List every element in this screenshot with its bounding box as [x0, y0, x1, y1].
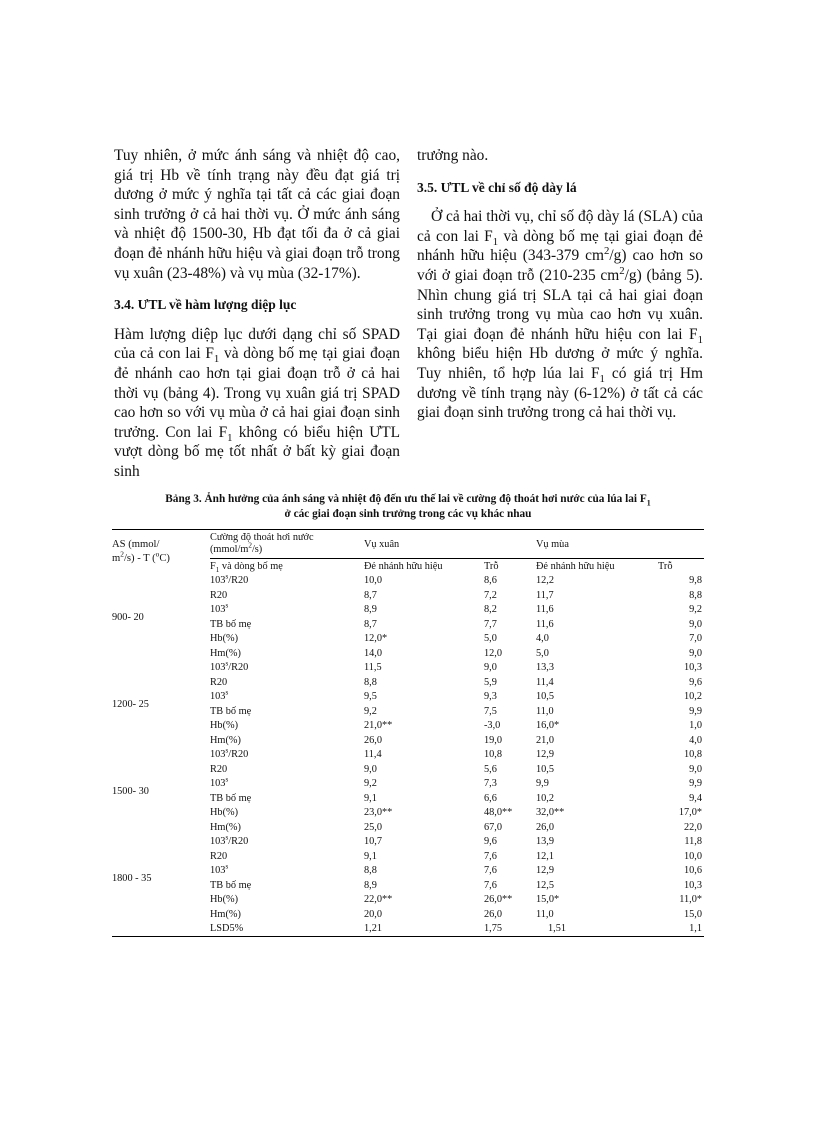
table-cell: 7,0 — [689, 633, 702, 645]
table-cell: 48,0** — [484, 807, 513, 819]
table-cell: 32,0** — [536, 807, 565, 819]
table-cell: 12,5 — [536, 879, 555, 891]
row-label: Hm(%) — [210, 734, 241, 746]
table-cell: 26,0 — [484, 908, 503, 920]
lsd-row: LSD5% 1,21 1,75 1,51 1,1 — [112, 922, 704, 937]
table-cell: 8,8 — [689, 589, 702, 601]
table-cell: 11,0* — [679, 894, 702, 906]
column-header-vu-mua: Vụ mùa — [536, 530, 704, 559]
row-label: 103$^s$ — [210, 601, 229, 616]
paragraph: Tuy nhiên, ở mức ánh sáng và nhiệt độ cao, giá trị Hb về tính trạng này đều đạt giá trị dương ở mức ý nghĩa tại tất cả các giai đoạn sinh trưởng ở cả hai thời vụ. Ở mức ánh sáng và nhiệt độ 1500-30, Hb đạt tối đa ở cả giai đoạn đẻ nhánh hữu hiệu và giai đoạn trỗ trong vụ xuân (23-48%) và vụ mùa (32-17%). — [114, 147, 400, 282]
row-label: TB bố mẹ — [210, 879, 252, 891]
table-cell: 16,0* — [536, 720, 560, 732]
table-cell: 10,5 — [536, 763, 555, 775]
table-cell: 7,6 — [484, 879, 497, 891]
table-cell: 7,6 — [484, 850, 497, 862]
table-cell: 9,3 — [484, 691, 497, 703]
table-cell: 9,9 — [689, 705, 702, 717]
left-text-column — [114, 146, 400, 482]
table-cell: 25,0 — [364, 821, 383, 833]
table-cell: 9,0 — [364, 763, 377, 775]
table-row — [112, 748, 704, 763]
table-cell: 11,0 — [536, 908, 554, 920]
table-cell: 7,2 — [484, 589, 497, 601]
paragraph: Ở cả hai thời vụ, chỉ số độ dày lá (SLA) của cả con lai $F_1$ và dòng bố mẹ tại giai đoạn đẻ nhánh hữu hiệu (343-379 $cm^2/g$) cao hơn so với ở giai đoạn trỗ (210-235 $cm^2/g$) (bảng 5). Nhìn chung giá trị SLA tại cả hai giai đoạn sinh trưởng trong vụ mùa cao hơn vụ xuân. Tại giai đoạn đẻ nhánh hữu hiệu con lai $F_1$ không biểu hiện Hb dương ở mức ý nghĩa. Tuy nhiên, tổ hợp lúa lai $F_1$ có giá trị Hm dương về tính trạng này (6-12%) ở tất cả các giai đoạn sinh trưởng trong cả hai thời vụ. — [417, 208, 704, 422]
row-label: 103$^s$ — [210, 688, 229, 703]
table-cell: 22,0** — [364, 894, 393, 906]
row-label: 103$^s$ — [210, 775, 229, 790]
table-cell: 6,6 — [484, 792, 497, 804]
table-cell: 9,0 — [484, 662, 497, 674]
table-cell: 9,0 — [689, 647, 702, 659]
table-cell: 9,1 — [364, 850, 377, 862]
table-cell: 11,6 — [536, 604, 554, 616]
table-cell: 11,8 — [684, 836, 702, 848]
table-cell: 13,9 — [536, 836, 555, 848]
table-cell: 15,0 — [683, 908, 702, 920]
table-row — [112, 574, 704, 589]
table-cell: 15,0* — [536, 894, 560, 906]
row-label: Hm(%) — [210, 647, 241, 659]
table-cell: 7,3 — [484, 778, 497, 790]
table-cell: 7,5 — [484, 705, 497, 717]
as-t-level: 900- 20 — [112, 611, 144, 623]
table-cell: 11,4 — [536, 676, 554, 688]
table-cell: 5,0 — [484, 633, 497, 645]
table-cell: 8,2 — [484, 604, 497, 616]
row-label: R20 — [210, 676, 228, 688]
row-label: Hb(%) — [210, 894, 239, 906]
table-cell: 10,2 — [683, 691, 702, 703]
table-cell: 9,6 — [689, 676, 702, 688]
table-caption: Bảng 3. Ảnh hưởng của ánh sáng và nhiệt độ đến ưu thế lai về cường độ thoát hơi nước của lúa lai $F_1$ ở các giai đoạn sinh trưởng trong các vụ khác nhau — [165, 493, 651, 520]
table-cell: 9,0 — [689, 763, 702, 775]
row-label: Hb(%) — [210, 807, 239, 819]
table-cell: 5,9 — [484, 676, 497, 688]
table-cell: -3,0 — [484, 720, 501, 732]
table-cell: 5,0 — [536, 647, 549, 659]
row-label: TB bố mẹ — [210, 618, 252, 630]
table-cell: 21,0 — [536, 734, 555, 746]
table-cell: 12,9 — [536, 865, 555, 877]
table-cell: 17,0* — [678, 807, 702, 819]
paragraph: trưởng nào. — [417, 147, 489, 164]
table-cell: 4,0 — [689, 734, 702, 746]
table-cell: 11,7 — [536, 589, 554, 601]
section-heading-3-4: 3.4. ƯTL về hàm lượng diệp lục — [114, 297, 297, 313]
table-cell: 8,7 — [364, 618, 377, 630]
table-cell: 10,3 — [683, 879, 702, 891]
table-cell: 10,2 — [536, 792, 555, 804]
row-label: Hm(%) — [210, 908, 241, 920]
row-label: Hb(%) — [210, 633, 239, 645]
as-t-level: 1200- 25 — [112, 698, 149, 710]
section-heading-3-5: 3.5. ƯTL về chỉ số độ dày lá — [417, 179, 577, 195]
row-label: 103$^s$/R20 — [210, 746, 249, 761]
table-cell: 11,4 — [364, 749, 382, 761]
table-cell: 8,8 — [364, 865, 377, 877]
table-cell: 7,6 — [484, 865, 497, 877]
table-cell: 8,9 — [364, 604, 377, 616]
table-cell: 10,3 — [683, 662, 702, 674]
table-cell: 12,0 — [484, 647, 503, 659]
table-cell: 10,7 — [364, 836, 383, 848]
row-label: R20 — [210, 763, 228, 775]
as-t-level: 1500- 30 — [112, 785, 149, 797]
row-label: 103$^s$ — [210, 862, 229, 877]
row-label: R20 — [210, 589, 228, 601]
table-cell: 11,5 — [364, 662, 382, 674]
table-header-row: AS (mmol/ $m^2/s$) - T ($^o$C) Cường độ thoát hơi nước $(mmol/m^2/s)$ Vụ xuân Vụ mùa — [112, 530, 704, 559]
table-cell: 9,6 — [484, 836, 497, 848]
table-cell: 9,9 — [689, 778, 702, 790]
table-cell: 8,7 — [364, 589, 377, 601]
table-cell: 23,0** — [364, 807, 393, 819]
as-t-level: 1800 - 35 — [112, 872, 152, 884]
table-cell: 8,9 — [364, 879, 377, 891]
row-label: 103$^s$/R20 — [210, 833, 249, 848]
table-cell: 21,0** — [364, 720, 393, 732]
table-cell: 10,6 — [683, 865, 702, 877]
table-cell: 8,6 — [484, 575, 497, 587]
row-label: Hb(%) — [210, 720, 239, 732]
table-cell: 8,8 — [364, 676, 377, 688]
table-cell: 5,6 — [484, 763, 497, 775]
table-cell: 7,7 — [484, 618, 497, 630]
row-label: Hm(%) — [210, 821, 241, 833]
table-cell: 14,0 — [364, 647, 383, 659]
table-cell: 22,0 — [683, 821, 702, 833]
table-cell: 4,0 — [536, 633, 549, 645]
table-cell: 67,0 — [484, 821, 503, 833]
table-cell: 20,0 — [364, 908, 383, 920]
table-cell: 12,2 — [536, 575, 555, 587]
table-cell: 26,0 — [364, 734, 383, 746]
table-cell: 1,0 — [689, 720, 702, 732]
table-cell: 9,4 — [689, 792, 702, 804]
right-text-column — [417, 146, 703, 423]
table-cell: 12,1 — [536, 850, 555, 862]
table-cell: 11,0 — [536, 705, 554, 717]
table-subheader-row: $F_1$ và dòng bố mẹ Đẻ nhánh hữu hiệu Trỗ Đẻ nhánh hữu hiệu Trỗ — [210, 560, 673, 574]
table-cell: 10,5 — [536, 691, 555, 703]
table-cell: 13,3 — [536, 662, 555, 674]
table-row — [112, 835, 704, 850]
row-label: TB bố mẹ — [210, 705, 252, 717]
table-cell: 19,0 — [484, 734, 503, 746]
table-cell: 9,2 — [364, 778, 377, 790]
table-cell: 12,9 — [536, 749, 555, 761]
table-cell: 9,1 — [364, 792, 377, 804]
paragraph: Hàm lượng diệp lục dưới dạng chỉ số SPAD của cả con lai $F_1$ và dòng bố mẹ tại giai đoạn đẻ nhánh cao hơn tại giai đoạn trỗ ở cả hai thời vụ (bảng 4). Trong vụ xuân giá trị SPAD cao hơn so với vụ mùa ở cả hai giai đoạn sinh trưởng. Con lai $F_1$ không có biểu hiện ƯTL vượt dòng bố mẹ tốt nhất ở bất kỳ giai đoạn sinh — [114, 325, 401, 480]
table-cell: 9,0 — [689, 618, 702, 630]
table-cell: 9,2 — [689, 604, 702, 616]
table-cell: 10,8 — [683, 749, 702, 761]
column-header-vu-xuan: Vụ xuân — [364, 530, 536, 559]
row-label: 103$^s$/R20 — [210, 572, 249, 587]
table-cell: 26,0** — [484, 894, 513, 906]
table-cell: 10,8 — [484, 749, 503, 761]
table-cell: 11,6 — [536, 618, 554, 630]
table-cell: 9,8 — [689, 575, 702, 587]
row-label: R20 — [210, 850, 228, 862]
table-cell: 26,0 — [536, 821, 555, 833]
table-cell: 9,2 — [364, 705, 377, 717]
table-cell: 9,9 — [536, 778, 549, 790]
row-label: 103$^s$/R20 — [210, 659, 249, 674]
row-label: TB bố mẹ — [210, 792, 252, 804]
table-cell: 10,0 — [364, 575, 383, 587]
table-cell: 12,0* — [364, 633, 388, 645]
data-table — [112, 529, 704, 937]
table-cell: 10,0 — [683, 850, 702, 862]
table-row — [112, 661, 704, 676]
table-cell: 9,5 — [364, 691, 377, 703]
